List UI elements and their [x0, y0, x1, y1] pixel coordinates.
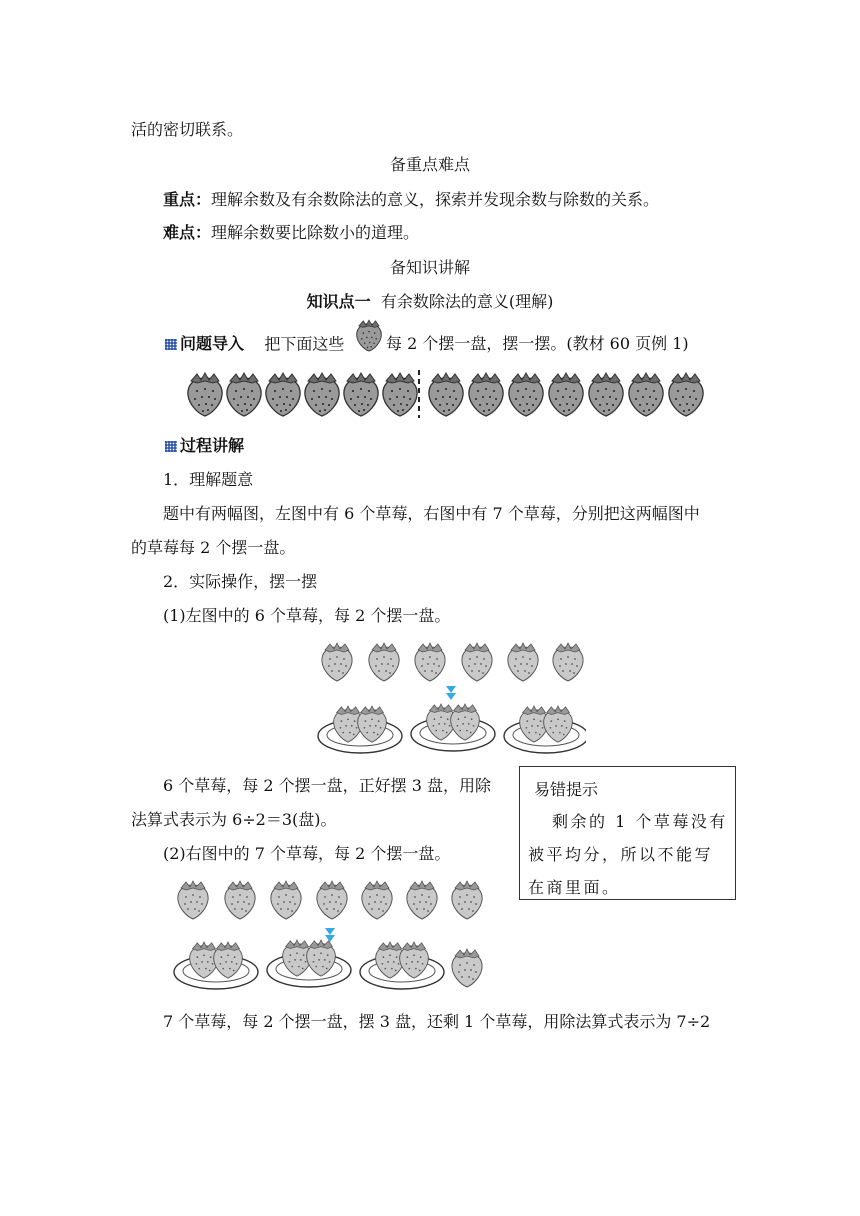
intro-text-a: 把下面这些 [264, 334, 345, 354]
tip-text: 剩余的 1 个草莓没有被平均分，所以不能写在商里面。 [528, 812, 728, 897]
difficulty-label: 难点： [163, 223, 212, 242]
difficulty-line [163, 221, 419, 245]
tip-title: 易错提示 [534, 780, 599, 799]
section-heading-knowledge: 备知识讲解 [389, 258, 470, 277]
paragraph-1b: 的草莓每 2 个摆一盘。 [131, 538, 296, 557]
key-point-label: 重点： [163, 190, 212, 209]
strawberry-icon [354, 318, 384, 354]
three-plates [318, 704, 586, 753]
intro-text-b: 每 2 个摆一盘，摆一摆。(教材 60 页例 1) [386, 334, 689, 353]
common-mistake-tip-box [519, 766, 736, 900]
step-2-heading: 2．实际操作，摆一摆 [163, 572, 318, 591]
section-heading-key-points: 备重点难点 [389, 155, 470, 174]
knowledge-point-title [0, 290, 860, 314]
grid-icon [165, 441, 177, 452]
grid-icon [165, 339, 177, 350]
six-strawberry-plates-figure [314, 640, 586, 760]
process-label: 过程讲解 [180, 436, 245, 455]
paragraph-2a: 6 个草莓，每 2 个摆一盘，正好摆 3 盘，用除 [163, 776, 491, 795]
seven-strawberry-plates-figure [170, 878, 486, 998]
key-point-line [163, 188, 659, 212]
strawberry-row-figure [184, 368, 704, 420]
key-point-text: 理解余数及有余数除法的意义，探索并发现余数与除数的关系。 [211, 190, 660, 209]
paragraph-1a: 题中有两幅图，左图中有 6 个草莓，右图中有 7 个草莓，分别把这两幅图中 [163, 504, 700, 523]
intro-label: 问题导入 [180, 334, 245, 353]
paragraph-2b: 法算式表示为 6÷2＝3(盘)。 [131, 810, 337, 829]
process-line [165, 434, 244, 459]
process-tag [165, 434, 244, 458]
intro-line [165, 332, 344, 357]
step-2b-text: (2)右图中的 7 个草莓，每 2 个摆一盘。 [163, 844, 451, 863]
step-1-heading: 1．理解题意 [163, 470, 254, 489]
intro-tag [165, 332, 244, 356]
down-arrow-icon [446, 686, 456, 700]
down-arrow-icon [325, 928, 335, 942]
three-plates-with-remainder [174, 940, 482, 989]
knowledge-point-label: 知识点一 [306, 292, 371, 311]
step-2a-text: (1)左图中的 6 个草莓，每 2 个摆一盘。 [163, 606, 451, 625]
seven-strawberries-row [178, 881, 482, 919]
difficulty-text: 理解余数要比除数小的道理。 [211, 223, 420, 242]
paragraph-3: 7 个草莓，每 2 个摆一盘，摆 3 盘，还剩 1 个草莓，用除法算式表示为 7÷2 [163, 1012, 711, 1031]
continued-text: 活的密切联系。 [131, 120, 244, 139]
six-strawberries-row [322, 643, 583, 681]
knowledge-point-text: 有余数除法的意义(理解) [380, 292, 554, 311]
